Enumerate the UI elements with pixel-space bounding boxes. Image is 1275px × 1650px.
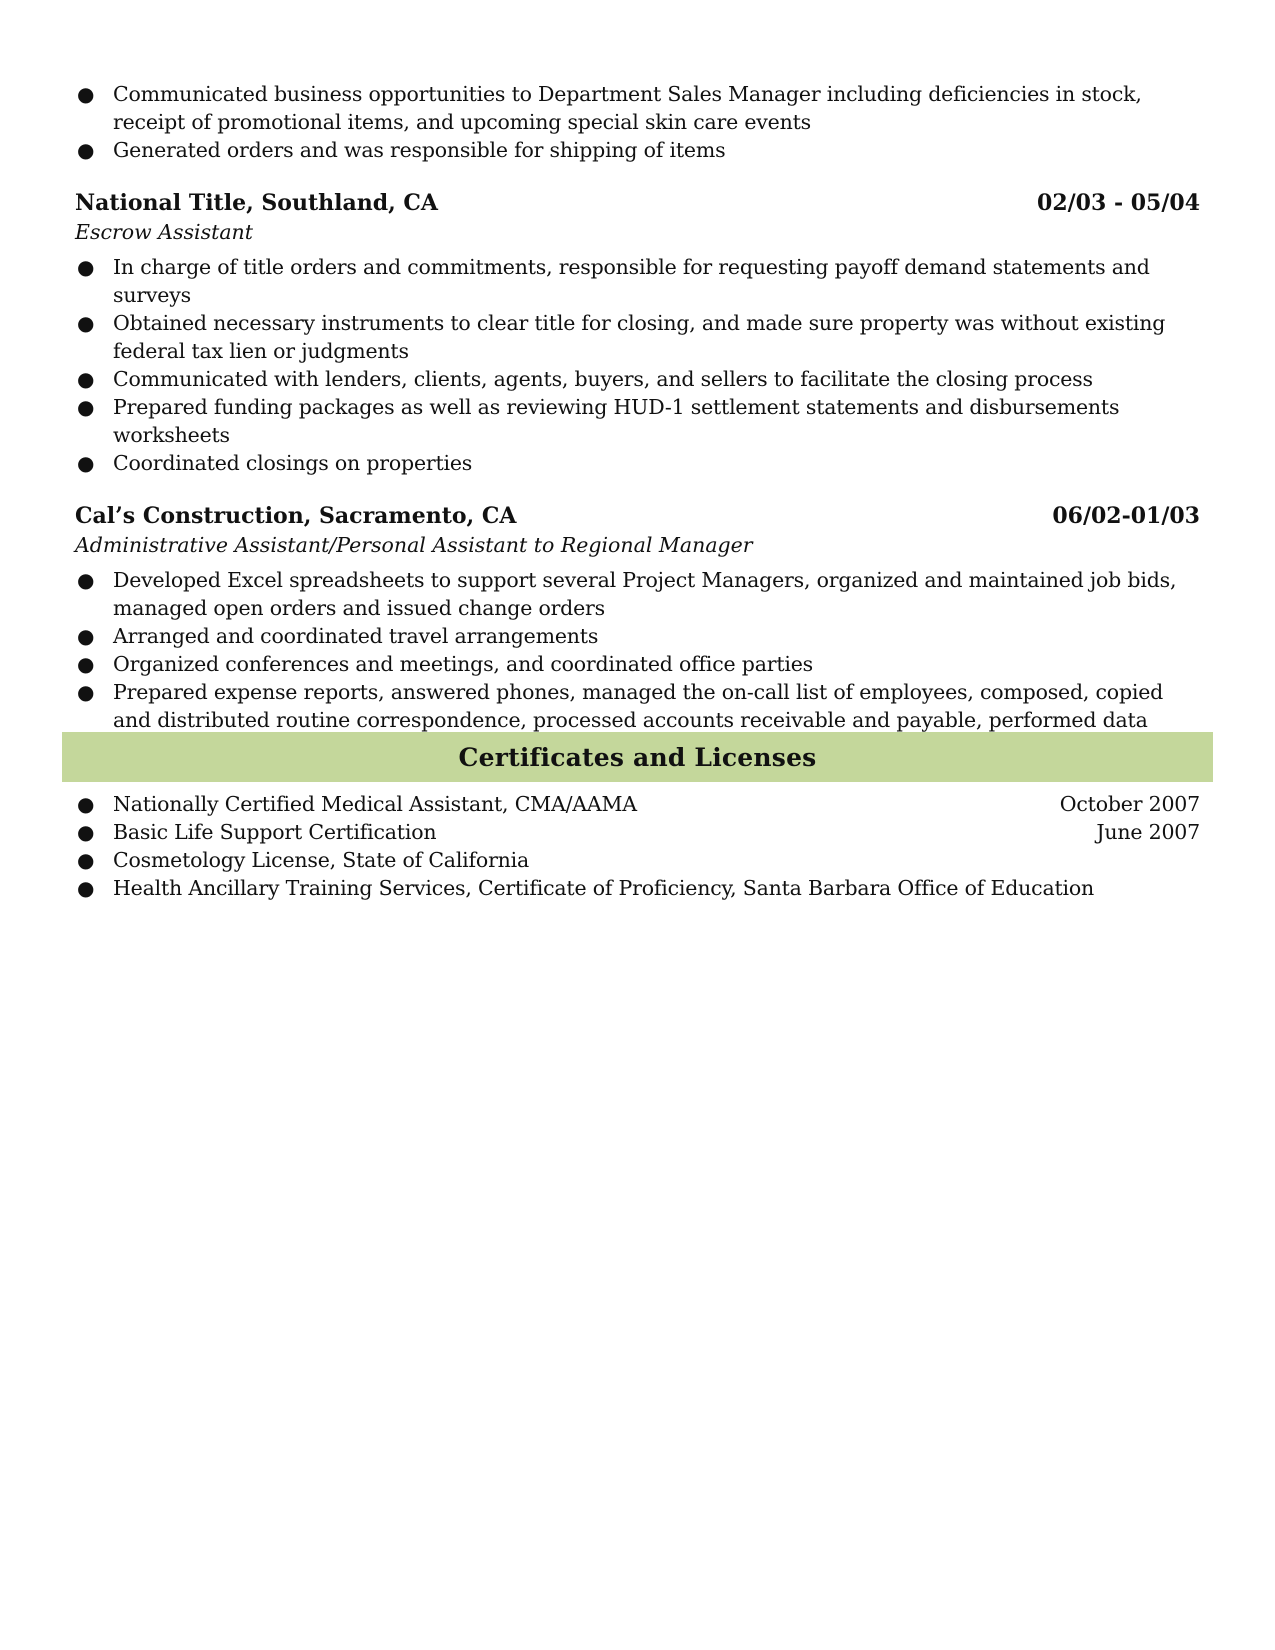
bullet-icon: ● xyxy=(77,367,95,391)
bullet-icon: ● xyxy=(77,311,95,335)
bullet-icon: ● xyxy=(77,451,95,475)
list-item: ● Prepared funding packages as well as reviewing HUD-1 settlement statements and disbursements worksheets xyxy=(77,395,1120,447)
list-item: ● Arranged and coordinated travel arrangements xyxy=(77,624,599,648)
list-item: ● Developed Excel spreadsheets to support several Project Managers, organized and maintained job bids, managed open orders and issued change orders xyxy=(77,568,1177,620)
list-item xyxy=(75,846,1200,874)
company-name: National Title, Southland, CA xyxy=(75,190,438,216)
list-item: ● Obtained necessary instruments to clear title for closing, and made sure property was without existing federal tax lien or judgments xyxy=(77,311,1166,363)
experience-continued xyxy=(75,80,1200,762)
previous-job-bullets xyxy=(75,80,1200,164)
list-item: ● Coordinated closings on properties xyxy=(77,451,473,475)
job-title: Administrative Assistant/Personal Assistant to Regional Manager xyxy=(75,533,753,557)
job-title: Escrow Assistant xyxy=(75,220,253,244)
company-name: Cal’s Construction, Sacramento, CA xyxy=(75,503,517,529)
certificate-date: June 2007 xyxy=(1096,820,1200,844)
certificates-list xyxy=(75,790,1200,902)
certificate-name: Nationally Certified Medical Assistant, CMA/AAMA xyxy=(113,792,637,816)
list-item: ● Communicated business opportunities to Department Sales Manager including deficiencies in stock, receipt of promotional items, and upcoming special skin care events xyxy=(77,82,1142,134)
list-item xyxy=(75,874,1200,902)
list-item xyxy=(75,790,1200,818)
bullet-icon: ● xyxy=(77,848,95,872)
section-heading-band xyxy=(62,732,1213,782)
bullet-icon: ● xyxy=(77,652,95,676)
certificate-date: October 2007 xyxy=(1059,792,1200,816)
job-header xyxy=(75,501,1200,531)
job-cals-construction xyxy=(75,501,1200,762)
bullet-icon: ● xyxy=(77,568,95,592)
list-item xyxy=(75,818,1200,846)
job-dates: 06/02-01/03 xyxy=(1052,503,1200,529)
certificate-name: Health Ancillary Training Services, Certificate of Proficiency, Santa Barbara Office of Education xyxy=(113,876,1095,900)
certificate-name: Cosmetology License, State of California xyxy=(113,848,530,872)
bullet-icon: ● xyxy=(77,876,95,900)
list-item: ● Organized conferences and meetings, and coordinated office parties xyxy=(77,652,813,676)
list-item: ● Communicated with lenders, clients, agents, buyers, and sellers to facilitate the closing process xyxy=(77,367,1093,391)
list-item: ● Prepared expense reports, answered phones, managed the on-call list of employees, composed, copied and distributed routine correspondence, processed accounts receivable and payable, performed data xyxy=(77,680,1164,732)
bullet-icon: ● xyxy=(77,820,95,844)
job-national-title xyxy=(75,188,1200,477)
section-heading: Certificates and Licenses xyxy=(458,742,817,772)
job-header xyxy=(75,188,1200,218)
job-dates: 02/03 - 05/04 xyxy=(1037,190,1200,216)
bullet-icon: ● xyxy=(77,138,95,162)
bullet-icon: ● xyxy=(77,82,95,106)
bullet-icon: ● xyxy=(77,680,95,704)
bullet-icon: ● xyxy=(77,255,95,279)
bullet-icon: ● xyxy=(77,792,95,816)
list-item: ● In charge of title orders and commitments, responsible for requesting payoff demand statements and surveys xyxy=(77,255,1150,307)
bullet-icon: ● xyxy=(77,624,95,648)
bullet-icon: ● xyxy=(77,395,95,419)
job-bullets xyxy=(75,253,1200,477)
list-item: ● Generated orders and was responsible for shipping of items xyxy=(77,138,726,162)
certificate-name: Basic Life Support Certification xyxy=(113,820,437,844)
